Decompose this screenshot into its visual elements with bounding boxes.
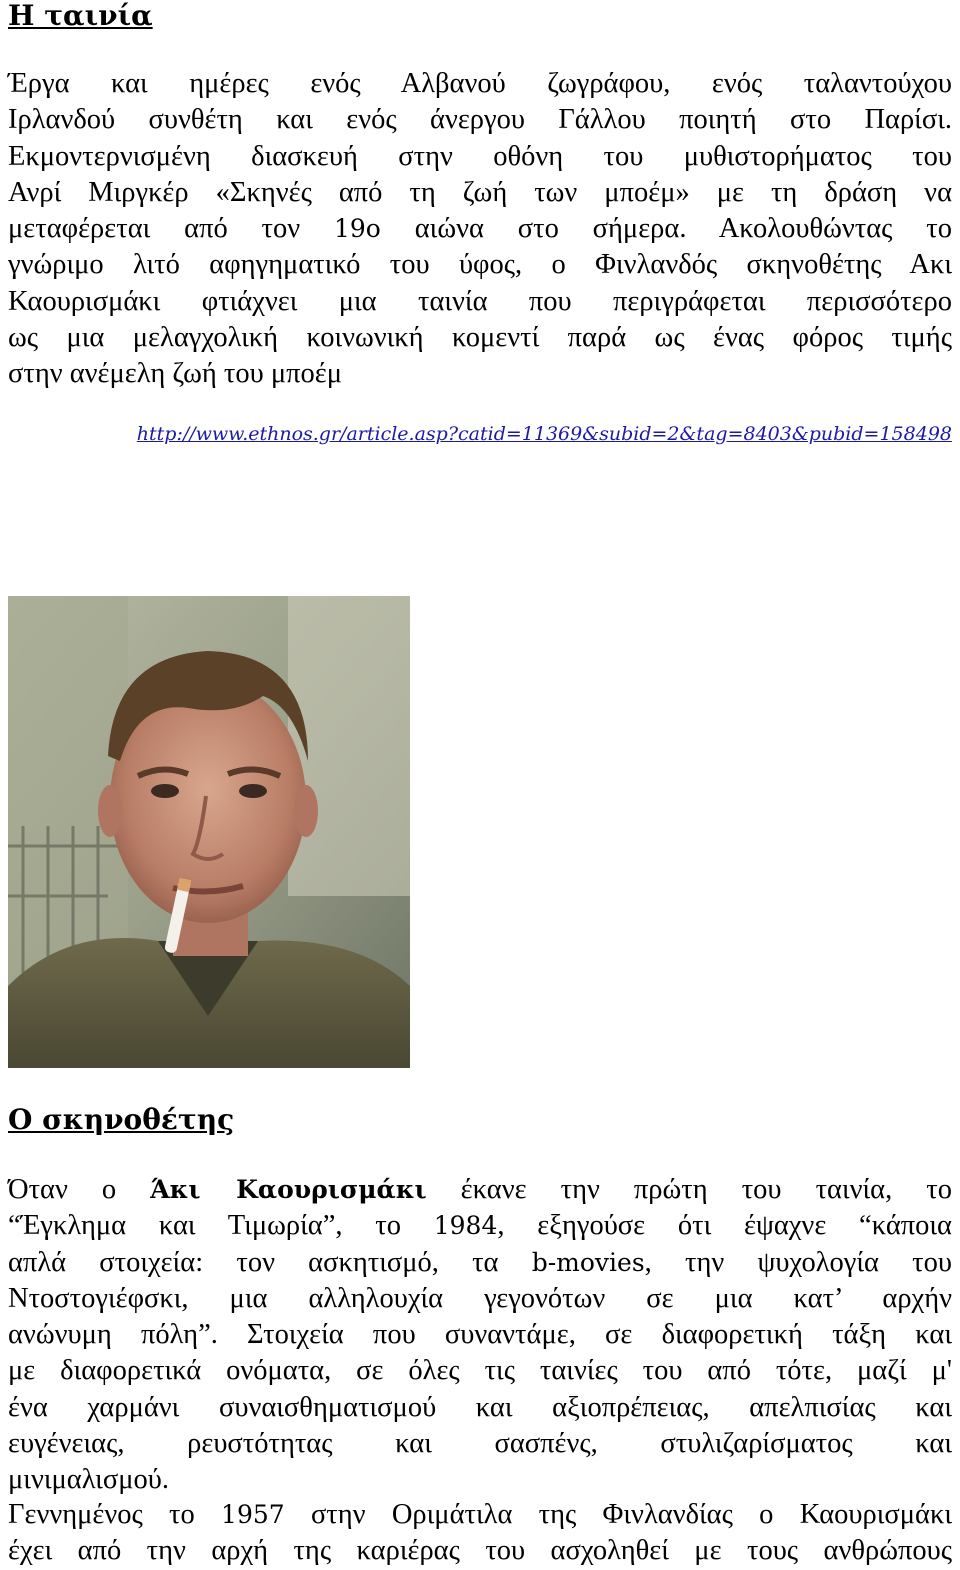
text-run: Όταν ο [8,1174,151,1205]
director-name: Άκι Καουρισμάκι [150,1175,427,1204]
text-line: μινιμαλισμού. [8,1464,169,1496]
century-number: 19ο [334,214,381,244]
text-run: Γεννημένος το [8,1499,222,1530]
text-run: αιώνα στο σήμερα. Ακολουθώντας το [380,213,952,245]
text-line [8,211,952,247]
text-line: Ανρί Μιργκέρ «Σκηνές από τη ζωή των μποέμ» με τη δράση να [8,176,952,208]
text-run: μεταφέρεται από τον [8,213,334,245]
text-run: , την ψυχολογία του [644,1246,952,1278]
text-line: Καουρισμάκι φτιάχνει μια ταινία που περιγράφεται περισσότερο [8,285,952,317]
text-line: Ιρλανδού συνθέτη και ενός άνεργου Γάλλου ποιητή στο Παρίσι. [8,104,952,136]
text-line: ως μια μελαγχολική κοινωνική κομεντί παρά ως ένας φόρος τιμής [8,322,952,354]
text-run: στην Οριμάτιλα της Φινλανδίας ο Καουρισμάκι [284,1499,953,1530]
text-line [8,1497,952,1533]
text-line: Έργα και ημέρες ενός Αλβανού ζωγράφου, ενός ταλαντούχου [8,68,952,99]
text-run: έκανε την πρώτη του ταινία, το [426,1174,953,1205]
text-line: Εκμοντερνισμένη διασκευή στην οθόνη του μυθιστορήματος του [8,140,952,172]
text-line: ανώνυμη πόλη”. Στοιχεία που συναντάμε, σε διαφορετική τάξη και [8,1319,952,1351]
section-title-film: Η ταινία [8,0,153,32]
text-line: με διαφορετικά ονόματα, σε όλες τις ταινίες του από τότε, μαζί μ' [8,1355,952,1387]
year-number: 1957 [221,1500,285,1529]
birth-paragraph [8,1497,952,1570]
text-line [8,1245,952,1281]
text-line: στην ανέμελη ζωή του μποέμ [8,358,343,390]
director-portrait-photo [8,596,410,1068]
year-number: 1984 [433,1211,498,1241]
text-line: ένα χαρμάνι συναισθηματισμού και αξιοπρέπειας, απελπισίας και [8,1391,952,1423]
text-line: γνώριμο λιτό αφηγηματικό του ύφος, ο Φινλανδός σκηνοθέτης Ακι [8,249,952,281]
text-line: ευγένειας, ρευστότητας και σασπένς, στυλιζαρίσματος και [8,1428,952,1460]
latin-term: b-movies [531,1247,645,1277]
section-title-director: Ο σκηνοθέτης [8,1103,235,1136]
text-run: “Έγκλημα και Τιμωρία”, το [8,1210,434,1242]
text-line [8,1208,952,1244]
source-link[interactable]: http://www.ethnos.gr/article.asp?catid=11369&subid=2&tag=8403&pubid=158498 [136,423,952,445]
text-run: απλά στοιχεία: τον ασκητισμό, τα [8,1246,532,1278]
text-line [8,1172,952,1208]
text-run: , εξηγούσε ότι έψαχνε “κάποια [497,1210,952,1242]
text-line: Ντοστογιέφσκι, μια αλληλουχία γεγονότων σε μια κατ’ αρχήν [8,1282,952,1314]
director-bio-paragraph [8,1172,952,1499]
text-line: έχει από την αρχή της καριέρας του ασχοληθεί με τους ανθρώπους [8,1535,952,1567]
film-description-paragraph [8,66,952,393]
